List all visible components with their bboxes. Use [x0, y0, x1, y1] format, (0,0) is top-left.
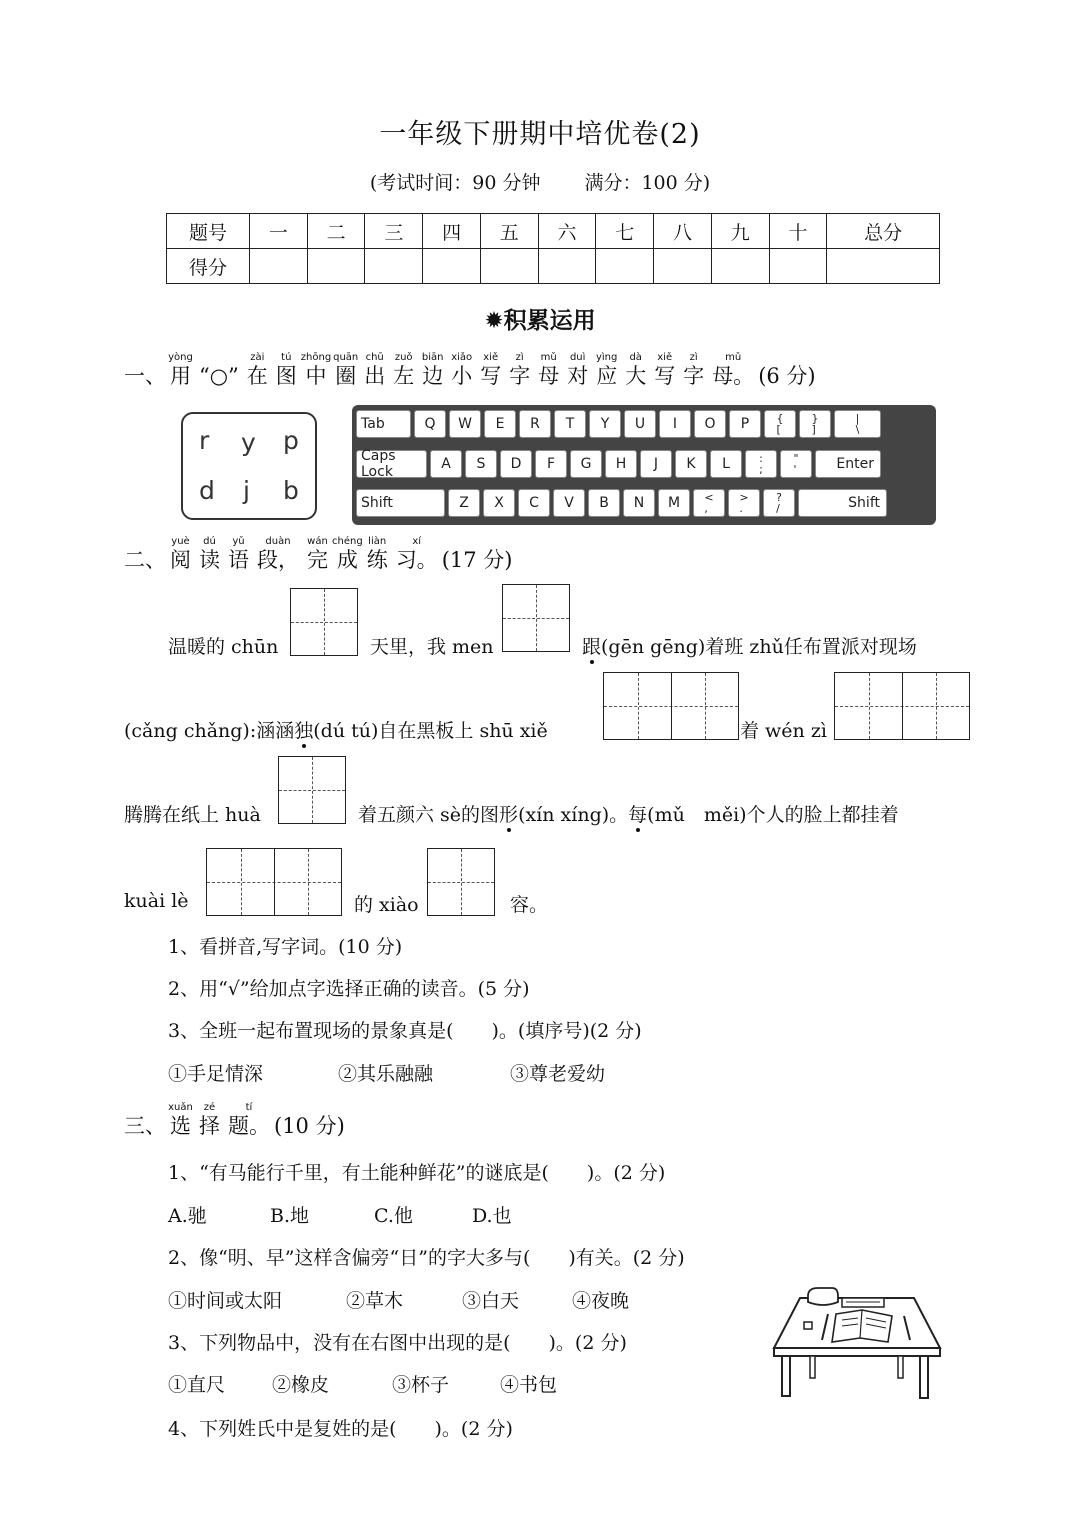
passage-text-tail: (dú tú)自在黑板上 shū xiě	[313, 720, 548, 742]
keyboard-key: R	[519, 410, 551, 438]
score-cell[interactable]	[480, 249, 538, 284]
keyboard-key: B	[588, 489, 620, 517]
hanzi: 圈	[335, 364, 357, 388]
score-cell[interactable]	[538, 249, 596, 284]
q3-option[interactable]: ①时间或太阳	[168, 1290, 283, 1312]
keyboard-key: J	[640, 450, 672, 478]
pinyin: tú	[281, 352, 292, 363]
keyboard-key: S	[465, 450, 497, 478]
keyboard-key: L	[710, 450, 742, 478]
hanzi: 完	[307, 548, 328, 572]
hanzi: 图	[275, 364, 297, 388]
q3-option[interactable]: D.也	[472, 1205, 512, 1227]
keyboard-key: G	[570, 450, 602, 478]
keyboard-key: V	[553, 489, 585, 517]
pinyin: zé	[203, 1102, 216, 1113]
score-cell[interactable]	[654, 249, 712, 284]
q2-char	[303, 536, 332, 572]
keyboard-key: F	[535, 450, 567, 478]
keyboard-key: : ;	[745, 450, 777, 478]
keyboard-key: X	[483, 489, 515, 517]
desk-leg	[782, 1356, 790, 1396]
q2-char	[224, 536, 253, 572]
q2-char	[195, 536, 224, 572]
keyboard-key: E	[484, 410, 516, 438]
passage-text-head: (cǎng chǎng):涵涵	[124, 720, 295, 742]
letter[interactable]: p	[283, 426, 299, 455]
q2-option[interactable]: ③尊老爱幼	[510, 1063, 606, 1085]
pinyin: chū	[365, 352, 384, 363]
hanzi: 母。	[712, 364, 755, 388]
q1-char	[195, 352, 243, 388]
score-header-cell: 七	[596, 214, 654, 249]
q1-char	[243, 352, 272, 388]
passage-text-tail: (mǔ měi)个人的脸上都挂着	[647, 804, 899, 826]
dotted-char: 形	[499, 804, 519, 826]
letter[interactable]: d	[199, 476, 215, 505]
hanzi: 题。	[228, 1114, 270, 1138]
keyboard-key: C	[518, 489, 550, 517]
hanzi: 左	[393, 364, 415, 388]
passage-text: 容。	[510, 894, 549, 916]
desk-edge	[774, 1348, 940, 1356]
pinyin: chéng	[332, 536, 363, 547]
q3-points: (10 分)	[274, 1114, 345, 1138]
pinyin: dú	[203, 536, 216, 547]
q1-prefix: 一、	[124, 364, 166, 388]
keyboard-key: A	[430, 450, 462, 478]
q2-prefix: 二、	[124, 548, 166, 572]
hanzi: 语	[228, 548, 249, 572]
score-header-cell: 二	[307, 214, 365, 249]
hanzi: 成	[336, 548, 358, 572]
q3-option[interactable]: ②草木	[346, 1290, 404, 1312]
pinyin: mǔ	[540, 352, 557, 363]
pinyin: yuè	[171, 536, 190, 547]
q3-option[interactable]: ③白天	[462, 1290, 520, 1312]
keyboard-key: D	[500, 450, 532, 478]
keyboard-key: N	[623, 489, 655, 517]
q3-char	[224, 1102, 274, 1138]
q1-char	[679, 352, 708, 388]
hanzi: 习。	[395, 548, 438, 572]
q1-char	[301, 352, 331, 388]
pinyin: duì	[569, 352, 586, 363]
hanzi: 在	[246, 364, 268, 388]
q3-item-2: 2、像“明、早”这样含偏旁“日”的字大多与( )有关。(2 分)	[168, 1247, 685, 1269]
hanzi: 边	[422, 364, 444, 388]
q3-char	[195, 1102, 224, 1138]
q2-option[interactable]: ②其乐融融	[338, 1063, 434, 1085]
score-row-label: 得分	[167, 249, 250, 284]
pinyin: wán	[307, 536, 328, 547]
letter[interactable]: r	[199, 426, 210, 455]
q3-option[interactable]: ①直尺	[168, 1374, 226, 1396]
letter[interactable]: b	[283, 476, 299, 505]
writing-grid-double[interactable]	[603, 672, 739, 740]
keyboard-key: Shift	[798, 489, 887, 517]
keyboard-key: } ]	[799, 410, 831, 438]
q3-item-4: 4、下列姓氏中是复姓的是( )。(2 分)	[168, 1418, 513, 1440]
q3-option[interactable]: C.他	[374, 1205, 413, 1227]
score-header-cell: 六	[538, 214, 596, 249]
score-header-cell: 四	[423, 214, 481, 249]
score-header-cell: 三	[365, 214, 423, 249]
passage-text: 温暖的 chūn	[168, 636, 279, 658]
passage-text	[124, 716, 548, 743]
pinyin: xí	[412, 536, 422, 547]
keyboard-key: Tab	[356, 410, 411, 438]
desk-leg	[810, 1356, 815, 1378]
keyboard-key: Caps Lock	[356, 450, 427, 478]
passage-text-head: 着五颜六 sè的图	[358, 804, 500, 826]
passage-text-mid: (xín xíng)。	[518, 804, 629, 826]
passage-text-tail: (gēn gēng)着班 zhǔ任布置派对现场	[601, 636, 917, 658]
score-cell[interactable]	[711, 249, 769, 284]
desk-leg	[898, 1356, 903, 1378]
keyboard-key: | \	[834, 410, 881, 438]
q1-char	[563, 352, 592, 388]
q1-char	[708, 352, 758, 388]
pinyin: xuǎn	[168, 1102, 193, 1113]
score-cell[interactable]	[596, 249, 654, 284]
q1-char	[650, 352, 679, 388]
hanzi: 字	[683, 364, 705, 388]
pinyin: yǔ	[232, 536, 245, 547]
score-cell[interactable]	[423, 249, 481, 284]
q1-char	[418, 352, 447, 388]
letter[interactable]: j	[243, 476, 250, 505]
pinyin: mǔ	[725, 352, 742, 363]
score-header-cell: 一	[250, 214, 308, 249]
keyboard-diagram	[352, 405, 936, 525]
hanzi: 小	[451, 364, 473, 388]
pinyin: biān	[421, 352, 444, 363]
hanzi: 读	[199, 548, 220, 572]
question-2-heading	[124, 536, 512, 572]
pinyin: xiǎo	[451, 352, 473, 363]
exam-info	[0, 168, 1080, 195]
q2-task-1: 1、看拼音,写字词。(10 分)	[168, 936, 403, 958]
score-cell[interactable]	[250, 249, 308, 284]
keyboard-key: Y	[589, 410, 621, 438]
pinyin: liàn	[368, 536, 387, 547]
score-header-cell: 总分	[827, 214, 940, 249]
score-header-cell: 九	[711, 214, 769, 249]
passage-text: 的 xiào	[354, 894, 419, 916]
score-table-header-row	[167, 214, 940, 249]
hanzi: 出	[364, 364, 386, 388]
hanzi: 选	[170, 1114, 191, 1138]
q3-char	[166, 1102, 195, 1138]
q1-char	[621, 352, 650, 388]
keyboard-key: Enter	[815, 450, 881, 478]
hanzi: 写	[480, 364, 502, 388]
question-1-heading	[124, 352, 816, 388]
q3-option[interactable]: A.驰	[168, 1205, 207, 1227]
q1-char	[389, 352, 418, 388]
hanzi: 段，	[257, 548, 299, 572]
passage-text: 着 wén zì	[740, 720, 827, 742]
q1-points: (6 分)	[758, 364, 816, 388]
passage-text: kuài lè	[124, 890, 189, 912]
score-table	[166, 213, 940, 284]
score-header-cell: 八	[654, 214, 712, 249]
hanzi: 阅	[170, 548, 191, 572]
pinyin: zài	[250, 352, 265, 363]
q2-char	[166, 536, 195, 572]
score-cell[interactable]	[365, 249, 423, 284]
keyboard-key: P	[729, 410, 761, 438]
page-title: 一年级下册期中培优卷(2)	[379, 119, 701, 150]
keyboard-key: Z	[448, 489, 480, 517]
pinyin	[195, 352, 243, 364]
q3-option[interactable]: ④夜晚	[572, 1290, 630, 1312]
q2-task-2: 2、用“√”给加点字选择正确的读音。(5 分)	[168, 978, 530, 1000]
pinyin: dà	[629, 352, 642, 363]
q3-option[interactable]: B.地	[270, 1205, 310, 1227]
hanzi: 对	[567, 364, 589, 388]
score-table-score-row	[167, 249, 940, 284]
passage-text	[358, 800, 899, 827]
score-header-cell: 五	[480, 214, 538, 249]
eraser-icon	[804, 1322, 812, 1329]
pinyin: yòng	[168, 352, 193, 363]
pinyin: duàn	[265, 536, 291, 547]
q3-prefix: 三、	[124, 1114, 166, 1138]
score-header-cell: 十	[769, 214, 827, 249]
hanzi: “○”	[199, 364, 239, 388]
q2-char	[332, 536, 363, 572]
dotted-char: 跟	[582, 636, 602, 658]
pinyin: quān	[333, 352, 359, 363]
writing-grid[interactable]	[427, 848, 495, 916]
writing-grid[interactable]	[290, 588, 358, 656]
q2-option[interactable]: ①手足情深	[168, 1063, 264, 1085]
keyboard-key: T	[554, 410, 586, 438]
hanzi: 择	[199, 1114, 220, 1138]
hanzi: 母	[538, 364, 560, 388]
keyboard-key: > .	[728, 489, 760, 517]
exam-time: (考试时间：90 分钟	[369, 172, 541, 194]
q2-char	[253, 536, 303, 572]
question-3-heading	[124, 1102, 345, 1138]
writing-grid[interactable]	[278, 756, 346, 824]
exam-full-score: 满分：100 分)	[584, 172, 711, 194]
keyboard-key: O	[694, 410, 726, 438]
hanzi: 大	[625, 364, 647, 388]
pinyin: zì	[689, 352, 698, 363]
section-title: ✹积累运用	[484, 308, 596, 334]
keyboard-key: { [	[764, 410, 796, 438]
q1-char	[272, 352, 301, 388]
hanzi: 用	[170, 364, 191, 388]
hanzi: 练	[366, 548, 388, 572]
score-header-cell: 题号	[167, 214, 250, 249]
keyboard-key: " '	[780, 450, 812, 478]
q3-option[interactable]: ②橡皮	[272, 1374, 330, 1396]
writing-grid[interactable]	[502, 584, 570, 652]
keyboard-key: U	[624, 410, 656, 438]
keyboard-key: Shift	[356, 489, 445, 517]
dotted-char: 独	[294, 720, 314, 742]
cup-icon	[808, 1288, 838, 1305]
pinyin: zì	[515, 352, 524, 363]
pinyin: zuǒ	[394, 352, 413, 363]
keyboard-key: H	[605, 450, 637, 478]
keyboard-key: M	[658, 489, 690, 517]
hanzi: 中	[305, 364, 327, 388]
keyboard-key: W	[449, 410, 481, 438]
q2-char	[363, 536, 392, 572]
desk-leg	[920, 1356, 928, 1398]
pinyin: yìng	[595, 352, 618, 363]
pinyin: xiě	[657, 352, 673, 363]
q1-char	[331, 352, 360, 388]
desk-illustration	[770, 1284, 944, 1400]
writing-grid-double[interactable]	[206, 848, 342, 916]
passage-text	[582, 632, 917, 659]
q2-char	[392, 536, 442, 572]
q1-char	[534, 352, 563, 388]
q1-char	[476, 352, 505, 388]
dotted-char: 每	[628, 804, 648, 826]
keyboard-key: < ,	[693, 489, 725, 517]
pinyin: tí	[245, 1102, 253, 1113]
q1-char	[505, 352, 534, 388]
score-cell[interactable]	[827, 249, 940, 284]
hanzi: 字	[509, 364, 531, 388]
lowercase-letters-box	[181, 412, 317, 520]
q3-item-1: 1、“有马能行千里，有土能种鲜花”的谜底是( )。(2 分)	[168, 1162, 666, 1184]
q1-char	[166, 352, 195, 388]
score-cell[interactable]	[307, 249, 365, 284]
q1-char	[360, 352, 389, 388]
passage-text: 腾腾在纸上 huà	[124, 804, 261, 826]
passage-text: 天里，我 men	[370, 636, 494, 658]
keyboard-key: I	[659, 410, 691, 438]
letter[interactable]: y	[241, 428, 256, 457]
keyboard-key: Q	[414, 410, 446, 438]
q1-char	[592, 352, 621, 388]
pinyin: zhōng	[300, 352, 332, 363]
q2-task-3: 3、全班一起布置现场的景象真是( )。(填序号)(2 分)	[168, 1020, 642, 1042]
score-cell[interactable]	[769, 249, 827, 284]
keyboard-key: K	[675, 450, 707, 478]
keyboard-key: ? /	[763, 489, 795, 517]
q3-item-3: 3、下列物品中，没有在右图中出现的是( )。(2 分)	[168, 1332, 627, 1354]
hanzi: 应	[596, 364, 618, 388]
writing-grid-double[interactable]	[834, 672, 970, 740]
q3-option[interactable]: ④书包	[500, 1374, 558, 1396]
hanzi: 写	[654, 364, 676, 388]
q2-points: (17 分)	[441, 548, 513, 572]
q3-option[interactable]: ③杯子	[392, 1374, 450, 1396]
pinyin: xiě	[483, 352, 499, 363]
q1-char	[447, 352, 476, 388]
